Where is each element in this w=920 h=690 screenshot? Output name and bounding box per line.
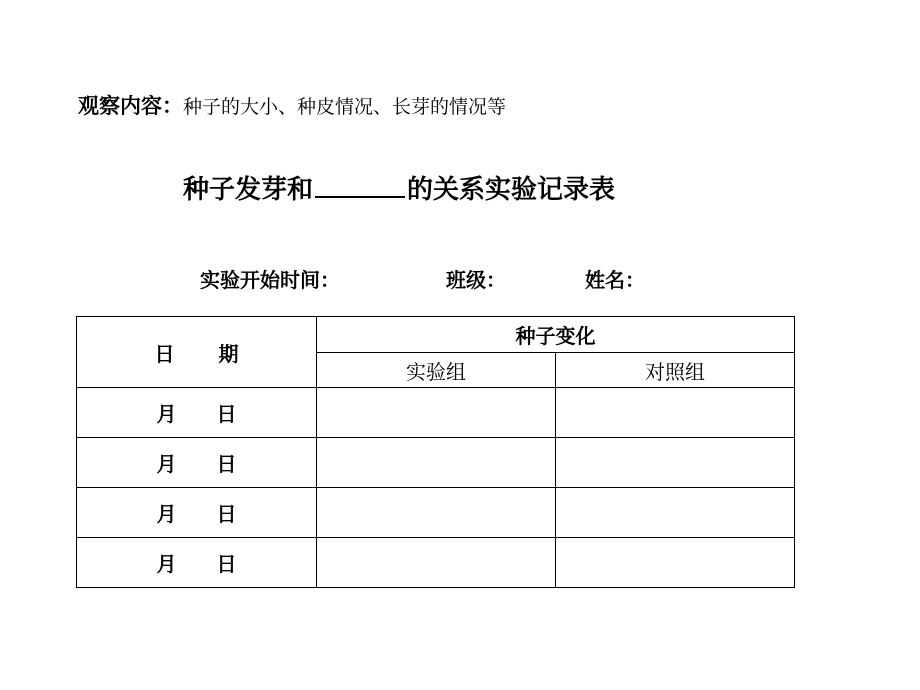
date-header (77, 317, 317, 388)
day-label: 日 (216, 402, 237, 426)
day-label: 日 (216, 452, 237, 476)
title-blank-line (315, 172, 405, 198)
experimental-cell (317, 488, 556, 538)
experimental-cell (317, 438, 556, 488)
month-label: 月 (156, 552, 177, 576)
date-cell (77, 488, 317, 538)
month-label: 月 (156, 402, 177, 426)
control-cell (556, 488, 795, 538)
observation-label: 观察内容： (78, 94, 183, 118)
table-row (77, 488, 795, 538)
month-label: 月 (156, 452, 177, 476)
date-cell (77, 538, 317, 588)
date-cell (77, 438, 317, 488)
control-group-header: 对照组 (556, 353, 795, 388)
date-header-period: 期 (218, 341, 239, 366)
table-row (77, 388, 795, 438)
experimental-group-header: 实验组 (317, 353, 556, 388)
table-row (77, 438, 795, 488)
experimental-cell (317, 538, 556, 588)
experimental-cell (317, 388, 556, 438)
control-cell (556, 388, 795, 438)
start-time-label: 实验开始时间： (200, 268, 340, 292)
page-title (183, 170, 615, 210)
observation-line (78, 90, 506, 122)
date-cell (77, 388, 317, 438)
title-suffix: 的关系实验记录表 (407, 175, 616, 205)
control-cell (556, 538, 795, 588)
class-label: 班级： (446, 268, 506, 292)
day-label: 日 (216, 502, 237, 526)
title-prefix: 种子发芽和 (183, 175, 314, 205)
table-row (77, 538, 795, 588)
record-table (76, 316, 795, 588)
observation-content: 种子的大小、种皮情况、长芽的情况等 (183, 96, 507, 118)
date-header-day: 日 (154, 341, 175, 366)
day-label: 日 (216, 552, 237, 576)
name-label: 姓名： (585, 268, 645, 292)
control-cell (556, 438, 795, 488)
seed-change-header: 种子变化 (317, 317, 795, 353)
month-label: 月 (156, 502, 177, 526)
